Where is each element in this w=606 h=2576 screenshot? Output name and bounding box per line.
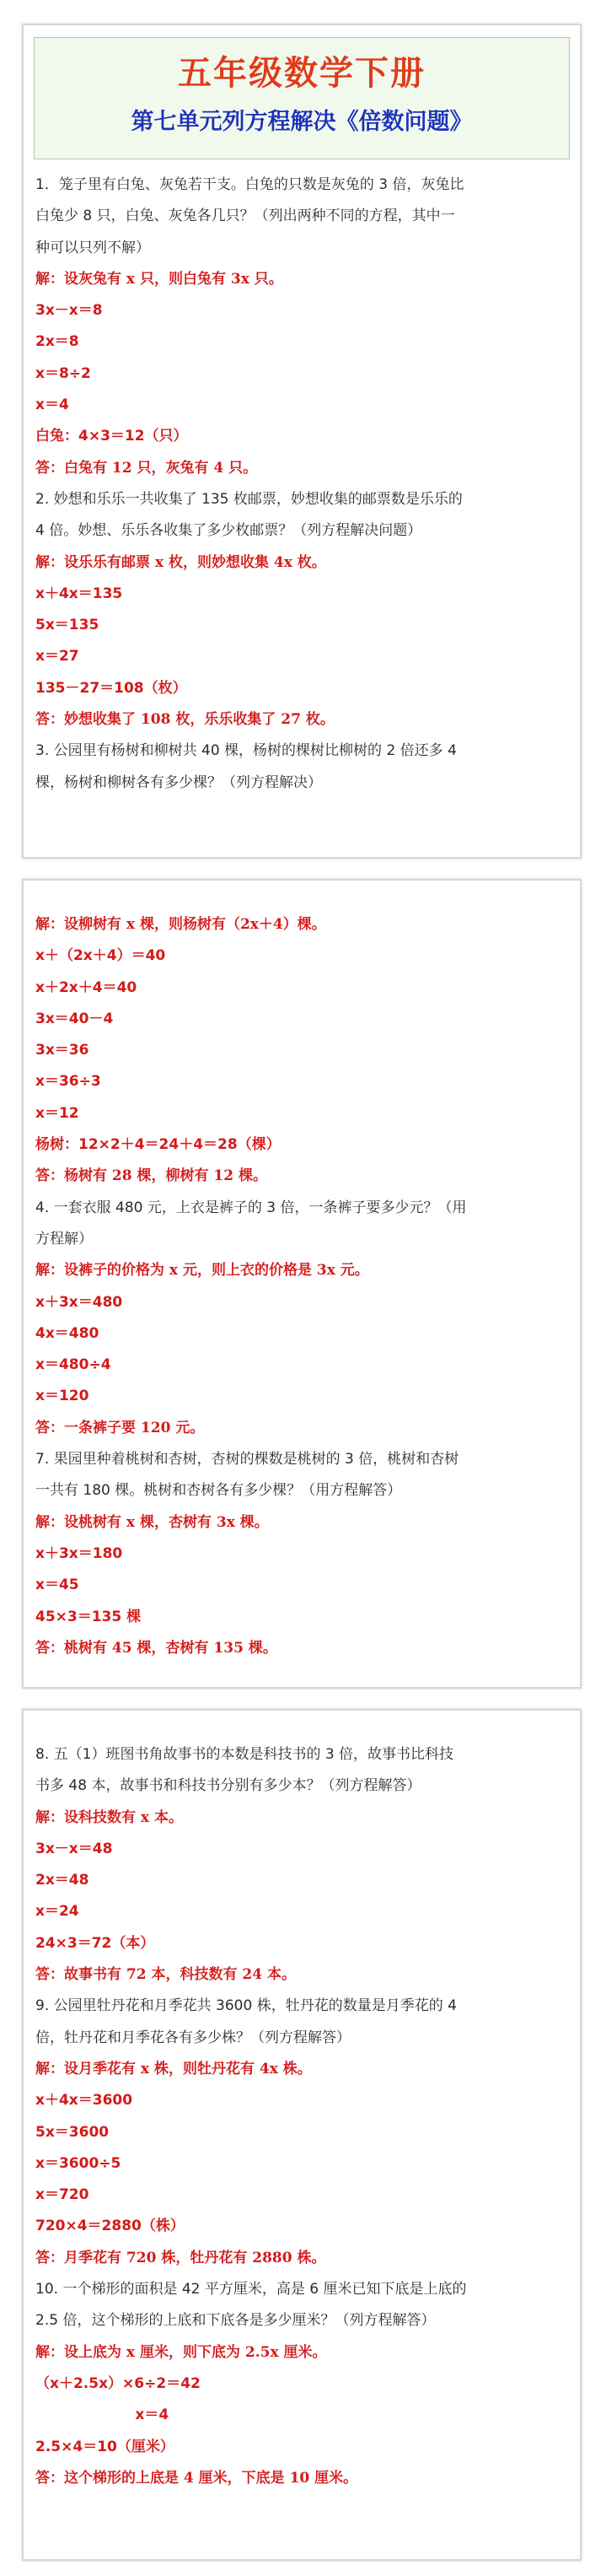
- question-text: 棵，杨树和柳树各有多少棵？（列方程解决）: [35, 773, 322, 791]
- equation-step: 2.5×4＝10（厘米）: [35, 2438, 174, 2455]
- equation-step: x＋3x＝480: [35, 1293, 123, 1311]
- equation-step: x＝4: [35, 2406, 169, 2424]
- equation-step: 24×3＝72（本）: [35, 1934, 155, 1952]
- equation-step: 4x＝480: [35, 1324, 99, 1342]
- page-subtitle: 第七单元列方程解决《倍数问题》: [131, 109, 473, 135]
- solution-text: 解：设科技数有 x 本。: [35, 1808, 183, 1826]
- worksheet-page-2: [22, 879, 582, 1689]
- solution-text: 答：白兔有 12 只，灰兔有 4 只。: [35, 459, 258, 477]
- solution-text: 答：妙想收集了 108 枚，乐乐收集了 27 枚。: [35, 711, 335, 729]
- equation-step: 2x＝48: [35, 1872, 89, 1889]
- equation-step: x＋3x＝180: [35, 1544, 123, 1562]
- solution-text: 解：设桃树有 x 棵，杏树有 3x 棵。: [35, 1513, 269, 1531]
- question-text: 8. 五（1）班图书角故事书的本数是科技书的 3 倍，故事书比科技: [35, 1746, 454, 1763]
- solution-text: 解：设柳树有 x 棵，则杨树有（2x＋4）棵。: [35, 916, 326, 933]
- equation-step: （x＋2.5x）×6÷2＝42: [35, 2374, 201, 2392]
- solution-text: 答：月季花有 720 株，牡丹花有 2880 株。: [35, 2249, 326, 2266]
- equation-step: x＝3600÷5: [35, 2154, 121, 2172]
- equation-step: x＋2x＋4＝40: [35, 978, 137, 996]
- solution-text: 解：设乐乐有邮票 x 枚，则妙想收集 4x 枚。: [35, 553, 326, 571]
- solution-text: 解：设月季花有 x 株，则牡丹花有 4x 株。: [35, 2060, 312, 2078]
- equation-step: 白兔：4×3＝12（只）: [35, 428, 188, 445]
- equation-step: 5x＝135: [35, 617, 99, 634]
- question-text: 1．笼子里有白兔、灰兔若干支。白兔的只数是灰兔的 3 倍，灰兔比: [35, 176, 464, 193]
- equation-step: x＋4x＝135: [35, 585, 123, 602]
- equation-step: 3x＝40－4: [35, 1010, 114, 1027]
- equation-step: x＝720: [35, 2186, 89, 2204]
- equation-step: x＋（2x＋4）＝40: [35, 947, 166, 965]
- equation-step: x＝12: [35, 1104, 79, 1122]
- solution-text: 答：故事书有 72 本，科技数有 24 本。: [35, 1966, 296, 1984]
- question-text: 2.5 倍，这个梯形的上底和下底各是多少厘米？（列方程解答）: [35, 2312, 436, 2330]
- equation-step: 杨树：12×2＋4＝24＋4＝28（棵）: [35, 1136, 281, 1154]
- solution-text: 答：这个梯形的上底是 4 厘米，下底是 10 厘米。: [35, 2469, 358, 2487]
- question-text: 7. 果园里种着桃树和杏树，杏树的棵数是桃树的 3 倍，桃树和杏树: [35, 1451, 459, 1469]
- equation-step: 3x＝36: [35, 1042, 89, 1059]
- solution-text: 答：一条裤子要 120 元。: [35, 1419, 205, 1436]
- question-text: 9. 公园里牡丹花和月季花共 3600 株，牡丹花的数量是月季花的 4: [35, 1997, 457, 2015]
- question-text: 方程解）: [35, 1230, 93, 1248]
- equation-step: x＝120: [35, 1388, 89, 1405]
- page-title: 五年级数学下册: [178, 53, 426, 93]
- equation-step: x＋4x＝3600: [35, 2092, 133, 2110]
- question-text: 4 倍。妙想、乐乐各收集了多少枚邮票？（列方程解决问题）: [35, 522, 422, 540]
- question-text: 4. 一套衣服 480 元，上衣是裤子的 3 倍，一条裤子要多少元？（用: [35, 1199, 467, 1216]
- page-3-content: [24, 1711, 580, 2494]
- question-text: 2. 妙想和乐乐一共收集了 135 枚邮票，妙想收集的邮票数是乐乐的: [35, 490, 463, 508]
- question-text: 白兔少 8 只，白兔、灰兔各几只？（列出两种不同的方程，其中一: [35, 207, 455, 225]
- equation-step: x＝27: [35, 648, 79, 666]
- question-text: 10. 一个梯形的面积是 42 平方厘米，高是 6 厘米已知下底是上底的: [35, 2281, 467, 2298]
- question-text: 种可以只列不解）: [35, 239, 150, 256]
- question-text: 一共有 180 棵。桃树和杏树各有多少棵？（用方程解答）: [35, 1482, 402, 1500]
- equation-step: 720×4＝2880（株）: [35, 2218, 185, 2235]
- question-text: 倍，牡丹花和月季花各有多少株？（列方程解答）: [35, 2029, 351, 2046]
- page-1-content: [24, 170, 580, 799]
- solution-text: 解：设上底为 x 厘米，则下底为 2.5x 厘米。: [35, 2343, 327, 2361]
- solution-text: 答：杨树有 28 棵，柳树有 12 棵。: [35, 1167, 267, 1185]
- equation-step: 2x＝8: [35, 333, 79, 351]
- equation-step: x＝24: [35, 1903, 79, 1921]
- question-text: 书多 48 本，故事书和科技书分别有多少本？（列方程解答）: [35, 1777, 421, 1795]
- equation-step: x＝45: [35, 1576, 79, 1594]
- equation-step: 45×3＝135 棵: [35, 1608, 142, 1625]
- equation-step: 3x－x＝8: [35, 302, 103, 320]
- equation-step: 135－27＝108（枚）: [35, 679, 187, 697]
- solution-text: 答：桃树有 45 棵，杏树有 135 棵。: [35, 1639, 277, 1657]
- title-banner: [34, 37, 570, 159]
- worksheet-page-3: [22, 1709, 582, 2561]
- equation-step: x＝36÷3: [35, 1073, 101, 1091]
- solution-text: 解：设裤子的价格为 x 元，则上衣的价格是 3x 元。: [35, 1262, 369, 1280]
- equation-step: 5x＝3600: [35, 2123, 110, 2141]
- question-text: 3. 公园里有杨树和柳树共 40 棵，杨树的棵树比柳树的 2 倍还多 4: [35, 742, 457, 760]
- solution-text: 解：设灰兔有 x 只，则白兔有 3x 只。: [35, 270, 283, 288]
- page-2-content: [24, 881, 580, 1664]
- worksheet-page-1: [22, 24, 582, 859]
- equation-step: 3x－x＝48: [35, 1840, 113, 1857]
- equation-step: x＝4: [35, 396, 69, 414]
- equation-step: x＝8÷2: [35, 364, 91, 382]
- equation-step: x＝480÷4: [35, 1356, 111, 1374]
